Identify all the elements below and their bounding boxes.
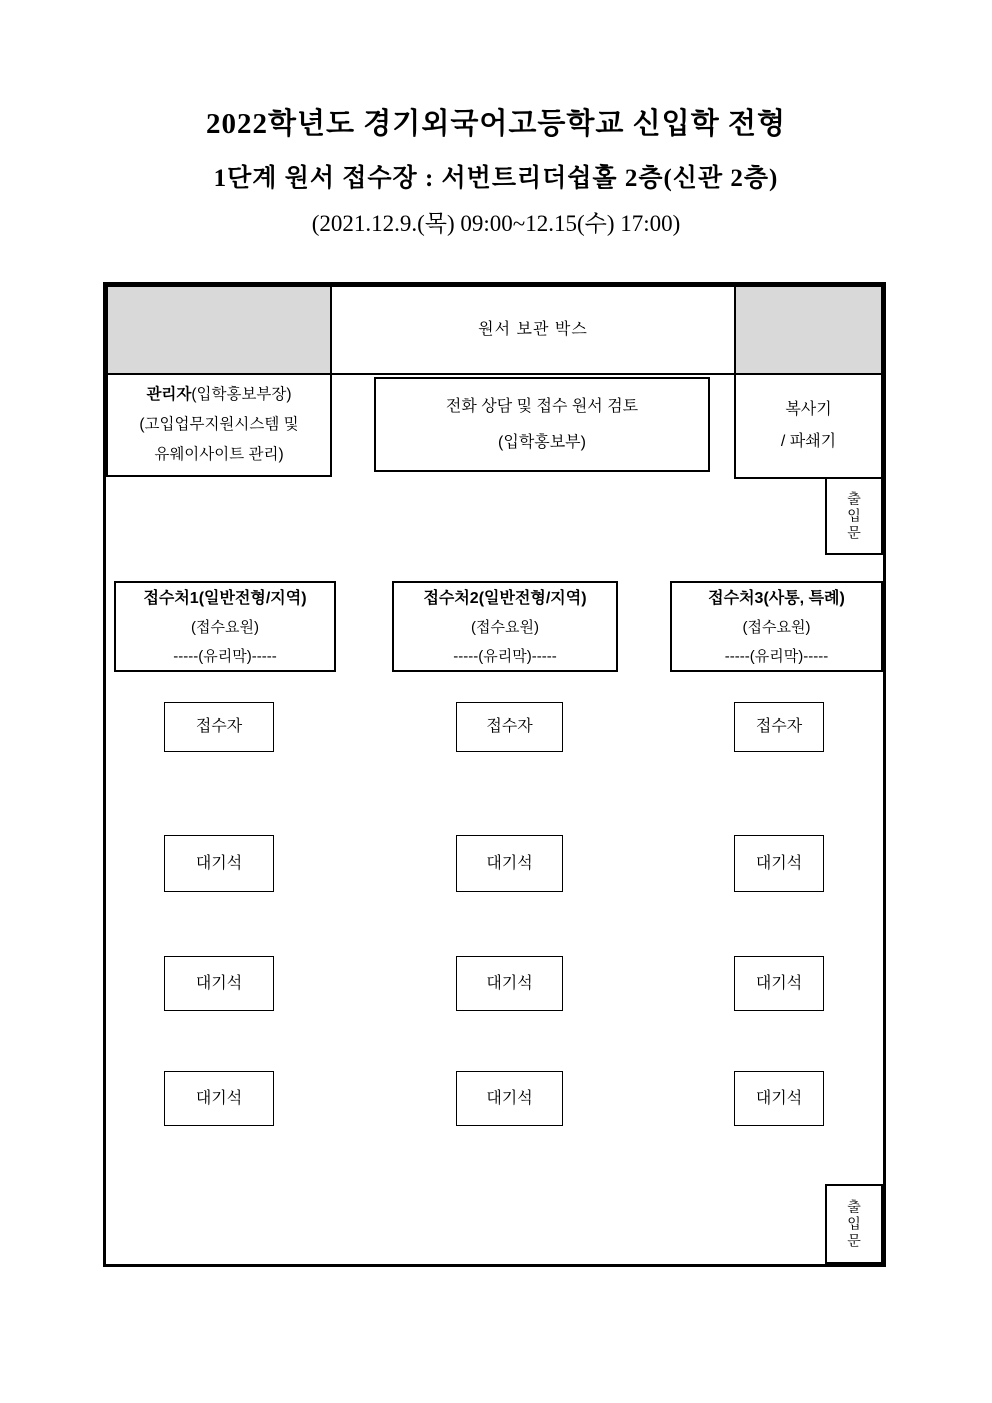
manager-desk-line2: (고입업무지원시스템 및 [139,416,299,433]
waiting-seat: 대기석 [164,1071,274,1126]
waiting-seat: 대기석 [456,956,563,1011]
manager-desk [106,373,332,477]
reception-desk-1 [114,581,336,672]
waiting-seat: 대기석 [164,835,274,892]
entrance-door-top [825,477,883,555]
reception-desk-1-line3: -----(유리막)----- [173,648,277,665]
gray-area-left [106,285,332,375]
copier-shredder [734,373,883,479]
reception-desk-3-line2: (접수요원) [742,619,811,636]
waiting-seat: 대기석 [734,835,824,892]
reception-desk-3-line3: -----(유리막)----- [724,648,829,665]
gray-area-right [734,285,883,375]
waiting-seat: 대기석 [734,1071,824,1126]
reception-desk-3-title: 접수처3(사통, 특례) [708,590,845,607]
title-block [0,0,992,240]
page-subtitle: 1단계 원서 접수장 : 서번트리더쉽홀 2층(신관 2층) [213,165,779,192]
waiting-seat: 대기석 [734,956,824,1011]
waiting-seat: 대기석 [456,1071,563,1126]
storage-box-label: 원서 보관 박스 [478,321,588,338]
page-date-range: (2021.12.9.(목) 09:00~12.15(수) 17:00) [311,211,681,236]
phone-consult-desk [374,377,710,472]
waiting-seat: 대기석 [456,835,563,892]
manager-desk-title [146,380,291,410]
entrance-door-bottom-label: 출입문 [846,1198,862,1250]
reception-desk-2-line3: -----(유리막)----- [453,648,557,665]
phone-consult-desk-line2: (입학홍보부) [498,433,586,451]
reception-desk-2 [392,581,618,672]
reception-desk-1-line2: (접수요원) [191,619,259,636]
reception-desk-2-line2: (접수요원) [471,619,539,636]
reception-desk-1-title: 접수처1(일반전형/지역) [143,590,307,607]
floor-plan-diagram [103,282,886,1267]
entrance-door-top-label: 출입문 [846,490,862,542]
manager-desk-title-rest: (입학홍보부장) [191,386,292,403]
applicant-seat: 접수자 [456,702,563,752]
applicant-seat: 접수자 [734,702,824,752]
reception-desk-2-title: 접수처2(일반전형/지역) [423,590,587,607]
phone-consult-desk-line1: 전화 상담 및 접수 원서 검토 [445,397,639,415]
entrance-door-bottom [825,1184,883,1264]
applicant-seat: 접수자 [164,702,274,752]
manager-desk-title-bold: 관리자 [146,386,192,403]
copier-line1: 복사기 [785,401,832,418]
storage-box [330,285,736,375]
copier-line2: / 파쇄기 [780,433,837,450]
reception-desk-3 [670,581,883,672]
manager-desk-line3: 유웨이사이트 관리) [154,446,284,463]
page-title: 2022학년도 경기외국어고등학교 신입학 전형 [206,108,786,140]
waiting-seat: 대기석 [164,956,274,1011]
